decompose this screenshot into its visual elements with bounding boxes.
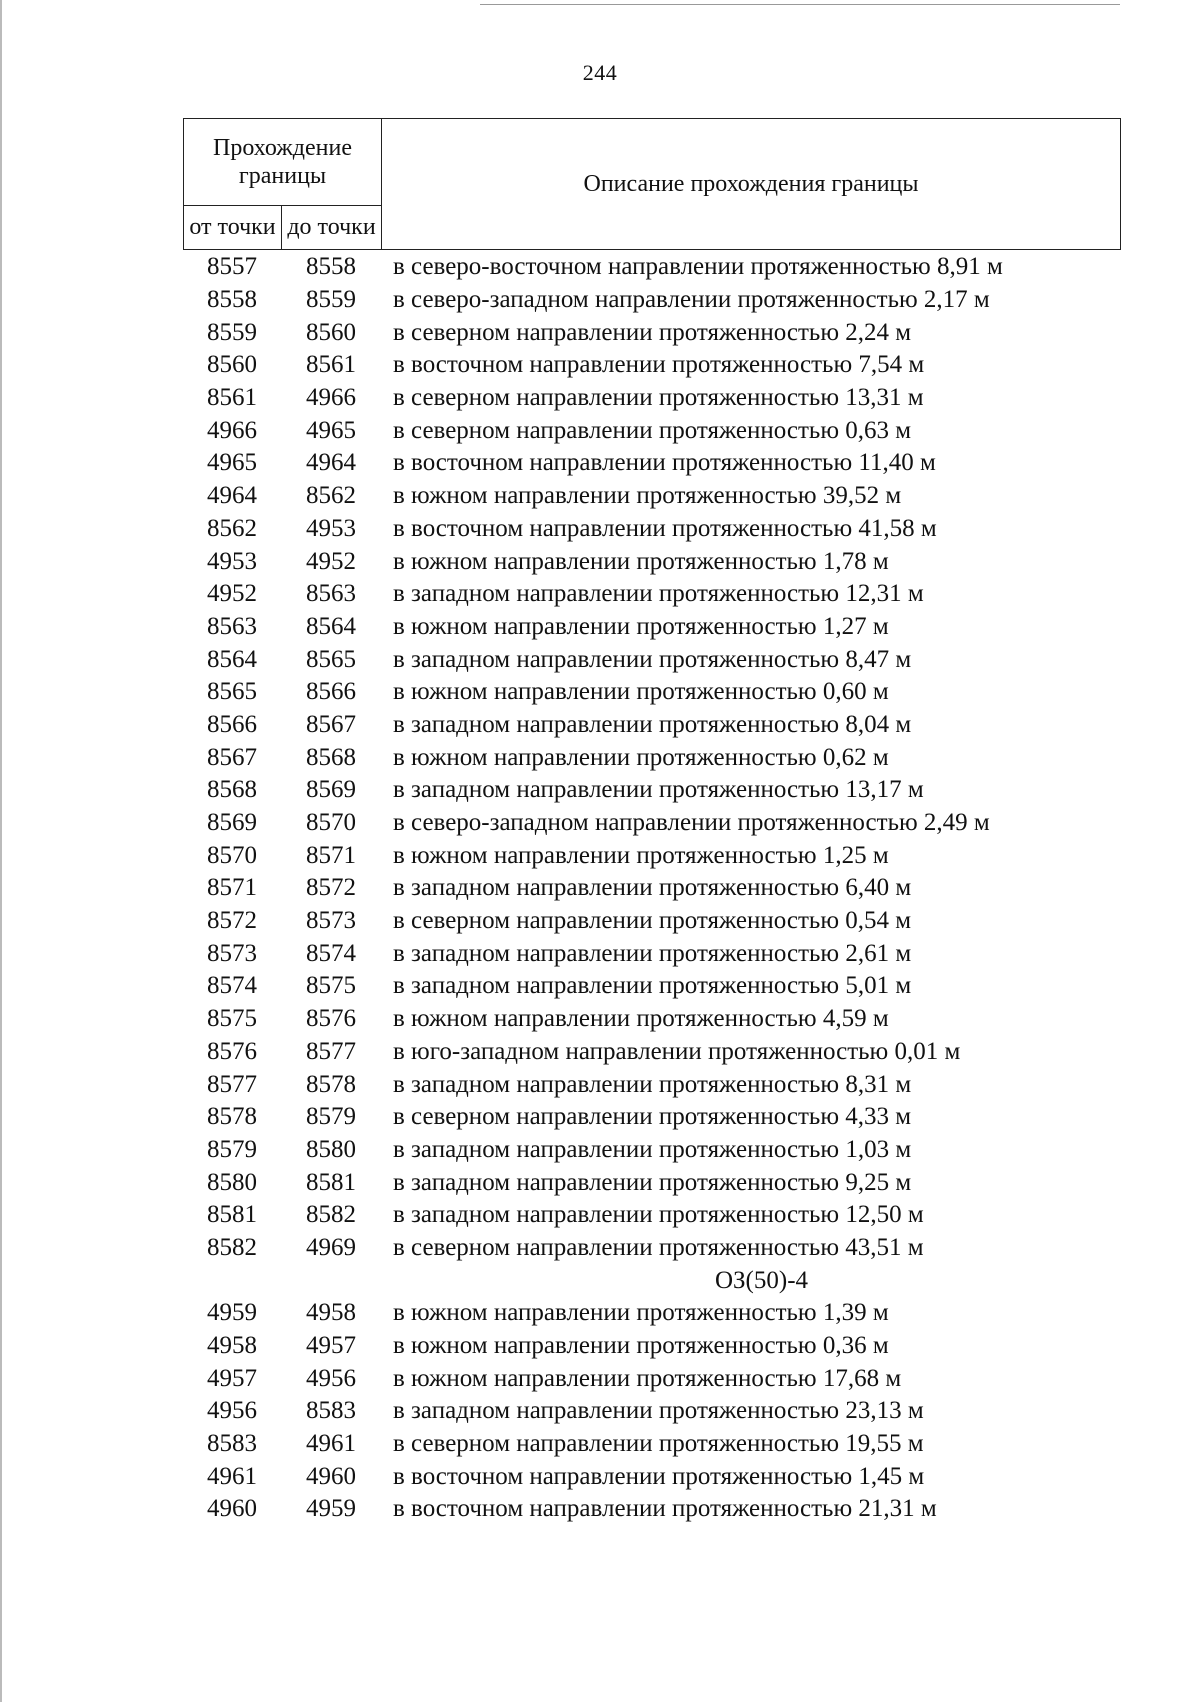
rows-part1 [183,251,1120,1264]
to-point: 8582 [306,1201,356,1229]
from-point: 8575 [207,1005,257,1033]
to-point: 8577 [306,1037,356,1065]
boundary-description: в северном направлении протяженностью 13,31 м [393,384,924,412]
from-point: 8567 [207,743,257,771]
boundary-description: в восточном направлении протяженностью 1,45 м [393,1462,925,1490]
to-point: 8581 [306,1168,356,1196]
table-row [183,513,1120,546]
to-point: 8563 [306,580,356,608]
section-label: ОЗ(50)-4 [714,1266,809,1294]
boundary-description: в западном направлении протяженностью 6,40 м [393,874,912,902]
top-rule [480,4,1120,5]
table-row [183,741,1120,774]
table-row [183,1428,1120,1461]
to-point: 4960 [306,1462,356,1490]
boundary-description: в северном направлении протяженностью 19,55 м [393,1430,924,1458]
to-point: 4956 [306,1364,356,1392]
from-point: 4958 [207,1332,257,1360]
table-row [183,872,1120,905]
to-point: 4957 [306,1332,356,1360]
to-point: 4965 [306,416,356,444]
header-group-label: Прохождение границы [184,119,382,206]
to-point: 8571 [306,841,356,869]
table-row [183,1395,1120,1428]
from-point: 8568 [207,776,257,804]
from-point: 8576 [207,1037,257,1065]
to-point: 8580 [306,1135,356,1163]
table-row [183,1036,1120,1069]
to-point: 8572 [306,874,356,902]
boundary-description: в северо-западном направлении протяженностью 2,17 м [393,286,990,314]
from-point: 4952 [207,580,257,608]
table-row [183,1101,1120,1134]
boundary-description: в северном направлении протяженностью 0,63 м [393,416,912,444]
table-row [183,643,1120,676]
from-point: 8577 [207,1070,257,1098]
to-point: 8578 [306,1070,356,1098]
table-row [183,447,1120,480]
table-row [183,1460,1120,1493]
to-point: 4966 [306,384,356,412]
table-row [183,545,1120,578]
header-to-label: до точки [282,205,382,249]
boundary-description: в западном направлении протяженностью 13,17 м [393,776,924,804]
table-row [183,1068,1120,1101]
to-point: 8566 [306,678,356,706]
boundary-description: в восточном направлении протяженностью 21,31 м [393,1495,937,1523]
from-point: 4961 [207,1462,257,1490]
from-point: 8570 [207,841,257,869]
to-point: 8570 [306,809,356,837]
from-point: 8580 [207,1168,257,1196]
boundary-description: в западном направлении протяженностью 9,25 м [393,1168,912,1196]
boundary-description: в восточном направлении протяженностью 41,58 м [393,514,937,542]
table-row [183,1297,1120,1330]
to-point: 8569 [306,776,356,804]
table-row [183,578,1120,611]
from-point: 8566 [207,710,257,738]
scan-edge [0,0,2,1702]
to-point: 4964 [306,449,356,477]
table-row [183,480,1120,513]
boundary-description: в западном направлении протяженностью 5,01 м [393,972,912,1000]
table-row [183,382,1120,415]
from-point: 8560 [207,351,257,379]
from-point: 8559 [207,318,257,346]
to-point: 8583 [306,1397,356,1425]
boundary-description: в северном направлении протяженностью 2,24 м [393,318,912,346]
table-row [183,1003,1120,1036]
from-point: 4960 [207,1495,257,1523]
page-number: 244 [582,60,618,85]
to-point: 8561 [306,351,356,379]
boundary-description: в северном направлении протяженностью 0,54 м [393,907,912,935]
table-row [183,349,1120,382]
boundary-description: в западном направлении протяженностью 2,61 м [393,939,912,967]
table-row [183,316,1120,349]
boundary-description: в западном направлении протяженностью 12,31 м [393,580,924,608]
from-point: 8573 [207,939,257,967]
table-row [183,807,1120,840]
to-point: 4953 [306,514,356,542]
to-point: 4961 [306,1430,356,1458]
boundary-description: в восточном направлении протяженностью 11,40 м [393,449,936,477]
table-row [183,1493,1120,1526]
to-point: 8568 [306,743,356,771]
boundary-description: в северо-восточном направлении протяженностью 8,91 м [393,253,1003,281]
table-row [183,1166,1120,1199]
header-description-label: Описание прохождения границы [382,119,1121,250]
table-row [183,414,1120,447]
boundary-description: в южном направлении протяженностью 0,36 м [393,1332,889,1360]
boundary-description: в южном направлении протяженностью 39,52 м [393,482,902,510]
from-point: 8582 [207,1233,257,1261]
from-point: 8565 [207,678,257,706]
to-point: 8567 [306,710,356,738]
table-row [183,774,1120,807]
table-row [183,1362,1120,1395]
boundary-description: в северном направлении протяженностью 4,33 м [393,1103,912,1131]
to-point: 4959 [306,1495,356,1523]
boundary-description: в южном направлении протяженностью 1,25 м [393,841,889,869]
boundary-description: в северо-западном направлении протяженностью 2,49 м [393,809,990,837]
from-point: 4953 [207,547,257,575]
to-point: 8560 [306,318,356,346]
from-point: 8557 [207,253,257,281]
to-point: 8576 [306,1005,356,1033]
boundary-description: в южном направлении протяженностью 1,78 м [393,547,889,575]
from-point: 4966 [207,416,257,444]
to-point: 8575 [306,972,356,1000]
from-point: 8578 [207,1103,257,1131]
boundary-description: в юго-западном направлении протяженностью 0,01 м [393,1037,961,1065]
boundary-description: в западном направлении протяженностью 8,04 м [393,710,912,738]
to-point: 8574 [306,939,356,967]
from-point: 8558 [207,286,257,314]
table-row [183,1232,1120,1265]
to-point: 8562 [306,482,356,510]
table-row [183,709,1120,742]
table-row [183,1199,1120,1232]
boundary-description: в южном направлении протяженностью 17,68 м [393,1364,902,1392]
from-point: 4957 [207,1364,257,1392]
boundary-description: в южном направлении протяженностью 0,62 м [393,743,889,771]
from-point: 4965 [207,449,257,477]
from-point: 8561 [207,384,257,412]
from-point: 8583 [207,1430,257,1458]
to-point: 8559 [306,286,356,314]
table-row [183,284,1120,317]
from-point: 8574 [207,972,257,1000]
boundary-description: в южном направлении протяженностью 1,27 м [393,612,889,640]
table-row [183,1330,1120,1363]
table-row [183,970,1120,1003]
boundary-description: в северном направлении протяженностью 43,51 м [393,1233,924,1261]
table-row [183,905,1120,938]
boundary-description: в западном направлении протяженностью 8,31 м [393,1070,912,1098]
from-point: 8579 [207,1135,257,1163]
from-point: 8571 [207,874,257,902]
from-point: 4964 [207,482,257,510]
to-point: 8573 [306,907,356,935]
table-row [183,611,1120,644]
from-point: 8562 [207,514,257,542]
table-row [183,1134,1120,1167]
to-point: 8565 [306,645,356,673]
boundary-description: в западном направлении протяженностью 8,47 м [393,645,912,673]
to-point: 8564 [306,612,356,640]
header-from-label: от точки [184,205,282,249]
from-point: 8581 [207,1201,257,1229]
table-row [183,937,1120,970]
table-header [183,118,1121,250]
from-point: 8569 [207,809,257,837]
from-point: 8564 [207,645,257,673]
to-point: 4958 [306,1299,356,1327]
boundary-description: в восточном направлении протяженностью 7,54 м [393,351,925,379]
to-point: 8579 [306,1103,356,1131]
table-body [183,251,1120,1526]
from-point: 4956 [207,1397,257,1425]
boundary-description: в южном направлении протяженностью 0,60 м [393,678,889,706]
boundary-description: в западном направлении протяженностью 12,50 м [393,1201,924,1229]
to-point: 4952 [306,547,356,575]
from-point: 8563 [207,612,257,640]
rows-part2 [183,1297,1120,1526]
boundary-description: в западном направлении протяженностью 1,03 м [393,1135,912,1163]
to-point: 4969 [306,1233,356,1261]
boundary-description: в западном направлении протяженностью 23,13 м [393,1397,924,1425]
boundary-description: в южном направлении протяженностью 4,59 м [393,1005,889,1033]
from-point: 8572 [207,907,257,935]
table-row [183,676,1120,709]
table-row [183,839,1120,872]
table-row [183,251,1120,284]
from-point: 4959 [207,1299,257,1327]
boundary-description: в южном направлении протяженностью 1,39 м [393,1299,889,1327]
to-point: 8558 [306,253,356,281]
